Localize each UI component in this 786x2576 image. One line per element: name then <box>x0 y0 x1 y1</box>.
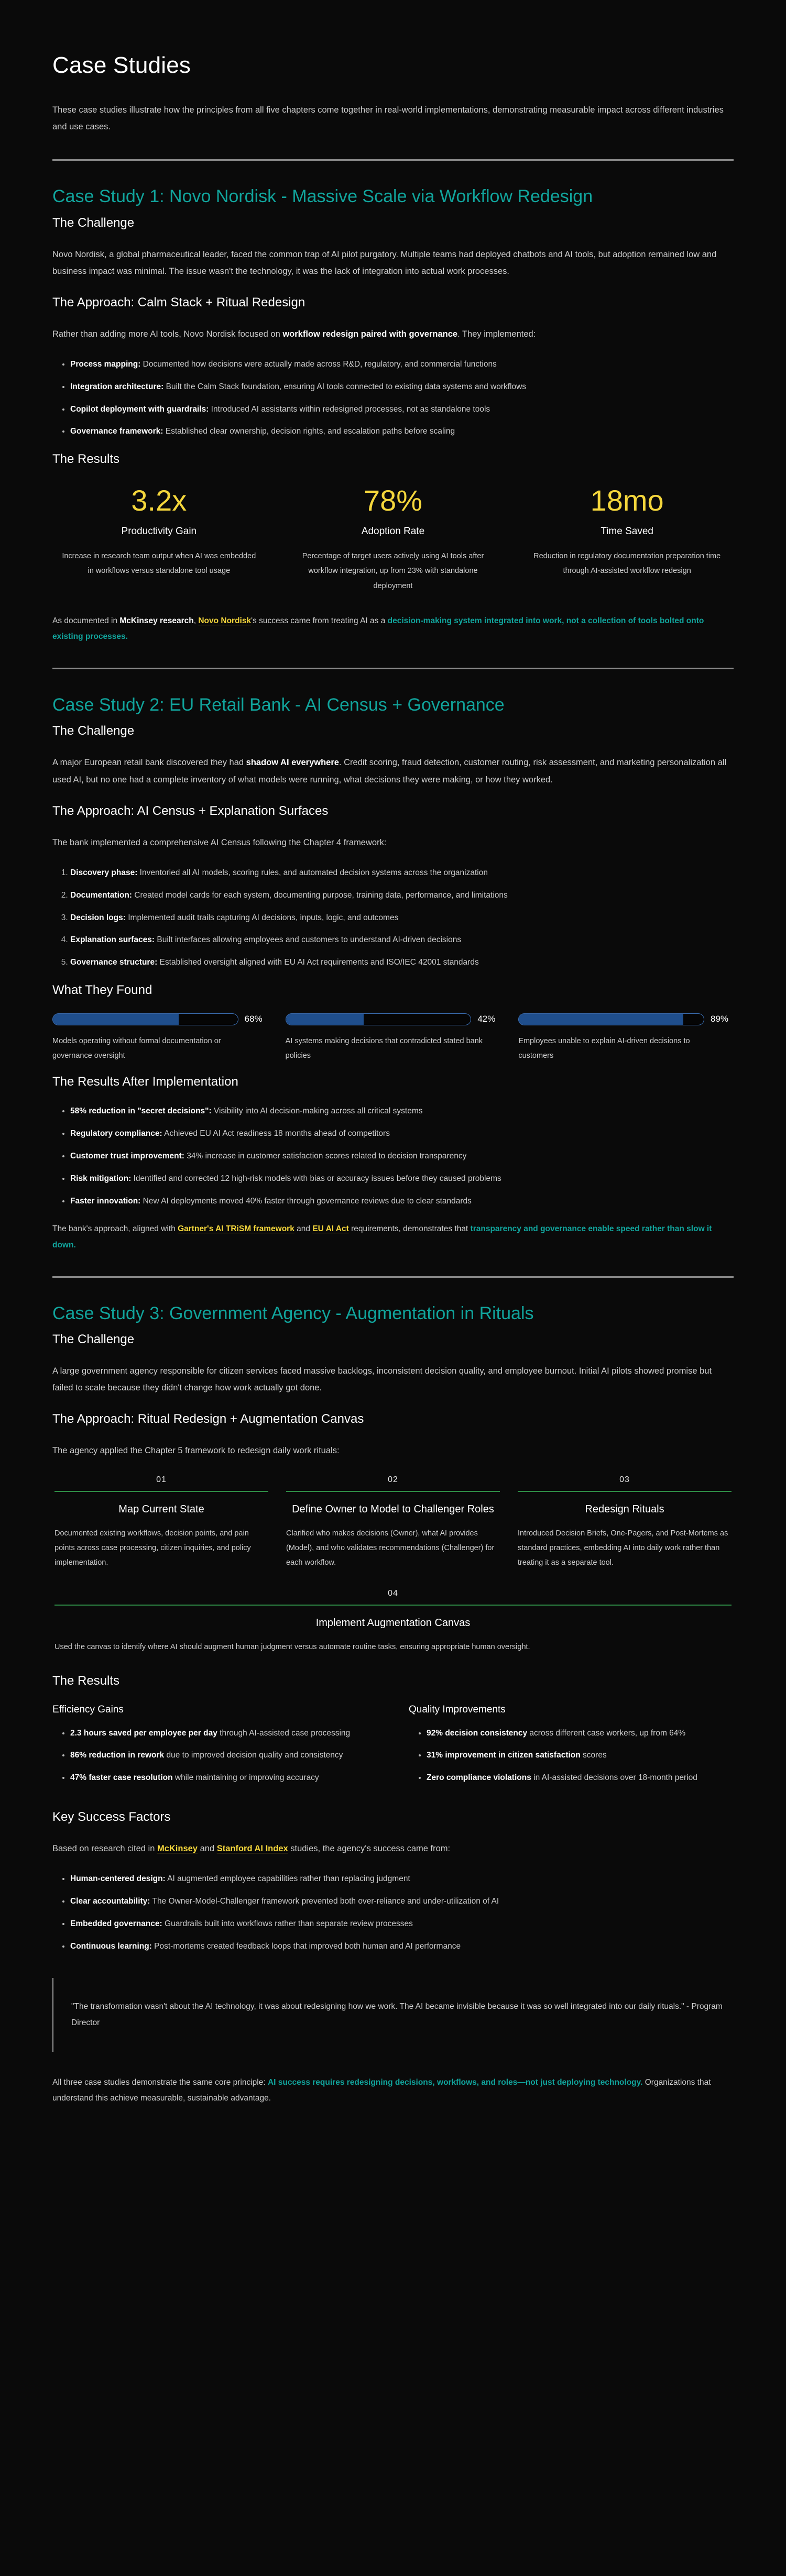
stat-card <box>520 485 734 593</box>
list-item <box>70 1727 377 1740</box>
list-item-label: Human-centered design: <box>70 1874 166 1884</box>
page-intro: These case studies illustrate how the principles from all five chapters come together in real-world implementations, demonstrating measurable impact across different industries and use cases. <box>52 105 724 132</box>
closing-statement <box>52 2075 734 2106</box>
progress-track <box>286 1013 472 1025</box>
list-item <box>427 1749 734 1762</box>
list-item-text: AI augmented employee capabilities rather than replacing judgment <box>165 1874 410 1884</box>
divider <box>52 668 734 669</box>
list-item-label: Copilot deployment with guardrails: <box>70 404 209 414</box>
list-item <box>70 934 734 947</box>
case3-approach-intro: The agency applied the Chapter 5 framework to redesign daily work rituals: <box>52 1446 340 1456</box>
finding-item <box>518 1013 734 1064</box>
ritual-steps-grid <box>52 1475 734 1662</box>
page-title: Case Studies <box>52 52 191 78</box>
list-item-label: Zero compliance violations <box>427 1773 531 1783</box>
findings-chart <box>52 1013 734 1064</box>
list-item <box>427 1772 734 1785</box>
case2-challenge-body <box>52 754 734 788</box>
list-item <box>70 889 734 902</box>
case3-challenge-heading: The Challenge <box>52 1332 135 1347</box>
list-item-label: Integration architecture: <box>70 382 164 391</box>
list-item <box>70 1873 734 1886</box>
list-item <box>70 1127 734 1141</box>
text-emphasis: workflow redesign paired with governance <box>282 329 458 339</box>
list-item-label: Clear accountability: <box>70 1897 150 1906</box>
finding-description: Employees unable to explain AI-driven decisions to customers <box>518 1036 690 1060</box>
case1-approach-intro <box>52 326 734 342</box>
list-item-label: 31% improvement in citizen satisfaction <box>427 1751 581 1760</box>
case1-stat-grid <box>52 485 734 593</box>
list-item <box>70 1150 734 1163</box>
stat-value: 78% <box>363 484 423 517</box>
list-item-label: Discovery phase: <box>70 868 138 877</box>
list-item-text: scores <box>580 1751 607 1760</box>
step-body: Clarified who makes decisions (Owner), what AI provides (Model), and who validates recommendations (Challenger) for each workflow. <box>286 1529 495 1567</box>
list-item-text: in AI-assisted decisions over 18-month period <box>531 1773 697 1783</box>
list-item-text: New AI deployments moved 40% faster through governance reviews due to clear standards <box>140 1196 472 1206</box>
case3-approach-heading: The Approach: Ritual Redesign + Augmentation Canvas <box>52 1412 364 1427</box>
case3-factors-heading: Key Success Factors <box>52 1810 171 1825</box>
text-fragment: and <box>197 1844 217 1854</box>
text-fragment: requirements, demonstrates that <box>348 1224 471 1234</box>
case2-approach-intro: The bank implemented a comprehensive AI Census following the Chapter 4 framework: <box>52 837 387 847</box>
list-item-label: Faster innovation: <box>70 1196 141 1206</box>
step-title: Map Current State <box>118 1503 204 1515</box>
text-fragment: Rather than adding more AI tools, Novo Nordisk focused on <box>52 329 283 339</box>
step-body: Used the canvas to identify where AI should augment human judgment versus automate routine tasks, ensuring appropriate human oversight. <box>54 1643 530 1652</box>
list-item-label: 86% reduction in rework <box>70 1751 165 1760</box>
step-body: Documented existing workflows, decision points, and pain points across case processing, citizen inquiries, and policy implementation. <box>54 1529 251 1567</box>
case1-approach-list <box>52 358 734 438</box>
list-item-text: 34% increase in customer satisfaction scores related to decision transparency <box>184 1152 467 1161</box>
list-item-text: Built the Calm Stack foundation, ensuring AI tools connected to existing data systems and workflows <box>163 382 527 391</box>
list-item <box>70 1772 377 1785</box>
program-director-quote <box>52 1978 734 2051</box>
text-fragment: , <box>193 616 199 625</box>
stat-description: Reduction in regulatory documentation preparation time through AI-assisted workflow redesign <box>533 552 721 576</box>
case-study-2 <box>52 693 734 1253</box>
stat-description: Increase in research team output when AI was embedded in workflows versus standalone tool usage <box>62 552 256 576</box>
progress-row <box>286 1013 501 1025</box>
stat-card <box>52 485 266 593</box>
list-item <box>70 425 734 438</box>
list-item-text: Established clear ownership, decision rights, and escalation paths before scaling <box>163 427 455 436</box>
list-item-label: 58% reduction in "secret decisions": <box>70 1107 212 1116</box>
list-item-label: Continuous learning: <box>70 1941 152 1951</box>
finding-item <box>52 1013 268 1064</box>
list-item-label: Governance structure: <box>70 958 158 967</box>
stat-card <box>287 485 500 593</box>
list-item-text: across different case workers, up from 64% <box>527 1728 686 1738</box>
progress-percent: 42% <box>477 1014 496 1024</box>
list-item <box>70 1105 734 1118</box>
step-card <box>516 1475 734 1578</box>
reference-link-novo-nordisk[interactable]: Novo Nordisk <box>198 616 252 625</box>
case-study-3 <box>52 1302 734 2052</box>
list-item <box>70 1895 734 1908</box>
step-number: 02 <box>286 1475 500 1492</box>
stat-label: Time Saved <box>601 526 653 537</box>
list-item-label: Embedded governance: <box>70 1919 162 1928</box>
list-item-text: Achieved EU AI Act readiness 18 months ahead of competitors <box>162 1129 390 1138</box>
text-fragment: As documented in <box>52 616 120 625</box>
list-item-text: Documented how decisions were actually made across R&D, regulatory, and commercial functions <box>140 360 497 369</box>
list-item-text: Guardrails built into workflows rather than separate review processes <box>162 1919 413 1928</box>
progress-fill <box>519 1014 683 1025</box>
progress-fill <box>53 1014 179 1025</box>
finding-description: AI systems making decisions that contradicted stated bank policies <box>285 1036 483 1060</box>
progress-fill <box>286 1014 364 1025</box>
text-fragment: . Credit scoring, fraud detection, customer routing, risk assessment, and marketing personalization all used AI, but no one had a complete inventory of what models were running, what decisions they were making, or how they worked. <box>52 758 727 784</box>
stat-value: 3.2x <box>131 484 187 517</box>
reference-link-gartner-trism[interactable]: Gartner's AI TRiSM framework <box>178 1224 294 1234</box>
divider <box>52 1276 734 1278</box>
case3-factors-intro <box>52 1840 734 1857</box>
step-title: Define Owner to Model to Challenger Roles <box>292 1503 494 1515</box>
column-heading: Quality Improvements <box>409 1704 506 1715</box>
case2-takeaway <box>52 1221 734 1253</box>
list-item <box>70 358 734 371</box>
case1-title: Case Study 1: Novo Nordisk - Massive Scale via Workflow Redesign <box>52 186 593 207</box>
progress-track <box>518 1013 704 1025</box>
list-item-label: Explanation surfaces: <box>70 935 155 945</box>
step-card <box>284 1475 502 1578</box>
list-item <box>70 956 734 969</box>
case3-challenge-body: A large government agency responsible for citizen services faced massive backlogs, inconsistent decision quality, and employee burnout. Initial AI pilots showed promise but failed to scale because they didn't change how work actually got done. <box>52 1366 712 1393</box>
list-item-label: Process mapping: <box>70 360 141 369</box>
case2-title: Case Study 2: EU Retail Bank - AI Census + Governance <box>52 695 505 715</box>
list-item-label: Documentation: <box>70 890 132 900</box>
list-item <box>70 912 734 925</box>
list-item-text: Built interfaces allowing employees and customers to understand AI-driven decisions <box>155 935 462 945</box>
list-item-label: Governance framework: <box>70 427 163 436</box>
text-fragment: All three case studies demonstrate the same core principle: <box>52 2077 268 2087</box>
text-fragment: and <box>294 1224 313 1234</box>
list-item <box>70 403 734 416</box>
progress-row <box>518 1013 734 1025</box>
list-item <box>70 867 734 880</box>
list-item-text: Introduced AI assistants within redesigned processes, not as standalone tools <box>209 404 490 414</box>
case1-challenge-body: Novo Nordisk, a global pharmaceutical leader, faced the common trap of AI pilot purgatory. Multiple teams had deployed chatbots and AI tools, but adoption remained low and business impact was minimal. The issue wasn't the technology, it was the lack of integration into actual work processes. <box>52 249 717 276</box>
step-number: 01 <box>54 1475 268 1492</box>
stat-value: 18mo <box>590 484 664 517</box>
list-item-text: Implemented audit trails capturing AI decisions, inputs, logic, and outcomes <box>125 913 399 922</box>
list-item <box>70 381 734 394</box>
progress-row <box>52 1013 268 1025</box>
progress-percent: 89% <box>710 1014 729 1024</box>
case1-challenge-heading: The Challenge <box>52 215 135 230</box>
list-item-label: Regulatory compliance: <box>70 1129 162 1138</box>
case3-factors-list <box>52 1873 734 1953</box>
list-item-text: while maintaining or improving accuracy <box>172 1773 319 1783</box>
case2-census-steps <box>52 867 734 969</box>
step-number: 03 <box>518 1475 732 1492</box>
list-item-label: Risk mitigation: <box>70 1174 132 1183</box>
list-item-text: Established oversight aligned with EU AI Act requirements and ISO/IEC 42001 standards <box>157 958 479 967</box>
list-item <box>70 1173 734 1186</box>
list-item-text: due to improved decision quality and consistency <box>164 1751 343 1760</box>
list-item-text: Inventoried all AI models, scoring rules, and automated decision systems across the organization <box>137 868 488 877</box>
step-card <box>52 1589 734 1662</box>
text-highlight: AI success requires redesigning decisions, workflows, and roles—not just deploying technology. <box>267 2077 643 2087</box>
column-heading: Efficiency Gains <box>52 1704 124 1715</box>
list-item-label: Decision logs: <box>70 913 126 922</box>
list-item-text: The Owner-Model-Challenger framework prevented both over-reliance and under-utilization of AI <box>150 1897 499 1906</box>
case2-challenge-heading: The Challenge <box>52 724 135 738</box>
list-item-text: Created model cards for each system, documenting purpose, training data, performance, and limitations <box>132 890 508 900</box>
quality-list <box>409 1727 734 1785</box>
list-item <box>70 1195 734 1208</box>
text-fragment: Based on research cited in <box>52 1844 157 1854</box>
case3-title: Case Study 3: Government Agency - Augmentation in Rituals <box>52 1303 534 1323</box>
stat-label: Adoption Rate <box>361 526 425 537</box>
step-card <box>52 1475 270 1578</box>
list-item <box>70 1940 734 1953</box>
reference-link-mckinsey[interactable]: McKinsey <box>157 1844 198 1854</box>
efficiency-column <box>52 1704 377 1798</box>
list-item-text: Identified and corrected 12 high-risk models with bias or accuracy issues before they caused problems <box>131 1174 501 1183</box>
divider <box>52 159 734 161</box>
efficiency-list <box>52 1727 377 1785</box>
list-item-text: through AI-assisted case processing <box>217 1728 351 1738</box>
case2-results-list <box>52 1105 734 1208</box>
case2-findings-heading: What They Found <box>52 982 152 997</box>
case3-results-columns <box>52 1704 734 1798</box>
text-highlight: decision-making system integrated into work, not a collection of tools bolted onto existing processes. <box>52 616 704 642</box>
list-item-text: Post-mortems created feedback loops that improved both human and AI performance <box>151 1941 461 1951</box>
list-item <box>427 1727 734 1740</box>
list-item-text: Visibility into AI decision-making across all critical systems <box>211 1107 423 1116</box>
stat-description: Percentage of target users actively using AI tools after workflow integration, up from 23% with standalone deployment <box>302 552 484 590</box>
case2-approach-heading: The Approach: AI Census + Explanation Surfaces <box>52 803 329 818</box>
text-fragment: A major European retail bank discovered they had <box>52 758 246 768</box>
case1-approach-heading: The Approach: Calm Stack + Ritual Redesign <box>52 295 305 309</box>
step-title: Implement Augmentation Canvas <box>315 1617 471 1629</box>
text-fragment: studies, the agency's success came from: <box>288 1844 451 1854</box>
list-item-label: 47% faster case resolution <box>70 1773 173 1783</box>
case2-results-heading: The Results After Implementation <box>52 1075 238 1089</box>
step-number: 04 <box>54 1589 732 1606</box>
reference-link-eu-ai-act[interactable]: EU AI Act <box>312 1224 349 1234</box>
list-item-label: 2.3 hours saved per employee per day <box>70 1728 217 1738</box>
step-title: Redesign Rituals <box>585 1503 664 1515</box>
quote-text: "The transformation wasn't about the AI technology, it was about redesigning how we work. The AI became invisible because it was so well integrated into our daily rituals." - Program Director <box>71 2002 723 2027</box>
case1-takeaway <box>52 613 734 645</box>
step-body: Introduced Decision Briefs, One-Pagers, and Post-Mortems as standard practices, embedding AI into daily work rather than treating it as a separate tool. <box>518 1529 728 1567</box>
case3-results-heading: The Results <box>52 1673 120 1688</box>
finding-item <box>286 1013 501 1064</box>
text-fragment: The bank's approach, aligned with <box>52 1224 178 1234</box>
progress-percent: 68% <box>244 1014 263 1024</box>
progress-track <box>52 1013 238 1025</box>
text-fragment: . They implemented: <box>457 329 536 339</box>
case1-results-heading: The Results <box>52 452 120 467</box>
list-item-label: Customer trust improvement: <box>70 1152 184 1161</box>
case-study-1 <box>52 185 734 645</box>
list-item <box>70 1749 377 1762</box>
text-emphasis: shadow AI everywhere <box>246 758 339 768</box>
list-item-label: 92% decision consistency <box>427 1728 528 1738</box>
finding-description: Models operating without formal documentation or governance oversight <box>52 1036 221 1060</box>
list-item <box>70 1918 734 1931</box>
text-fragment: Organizations that understand this achieve measurable, sustainable advantage. <box>52 2077 711 2103</box>
stat-label: Productivity Gain <box>121 526 197 537</box>
reference-link-stanford-ai-index[interactable]: Stanford AI Index <box>216 1844 288 1854</box>
quality-column <box>409 1704 734 1798</box>
text-highlight: transparency and governance enable speed rather than slow it down. <box>52 1224 712 1250</box>
text-emphasis: McKinsey research <box>119 616 194 625</box>
text-fragment: 's success came from treating AI as a <box>251 616 388 625</box>
